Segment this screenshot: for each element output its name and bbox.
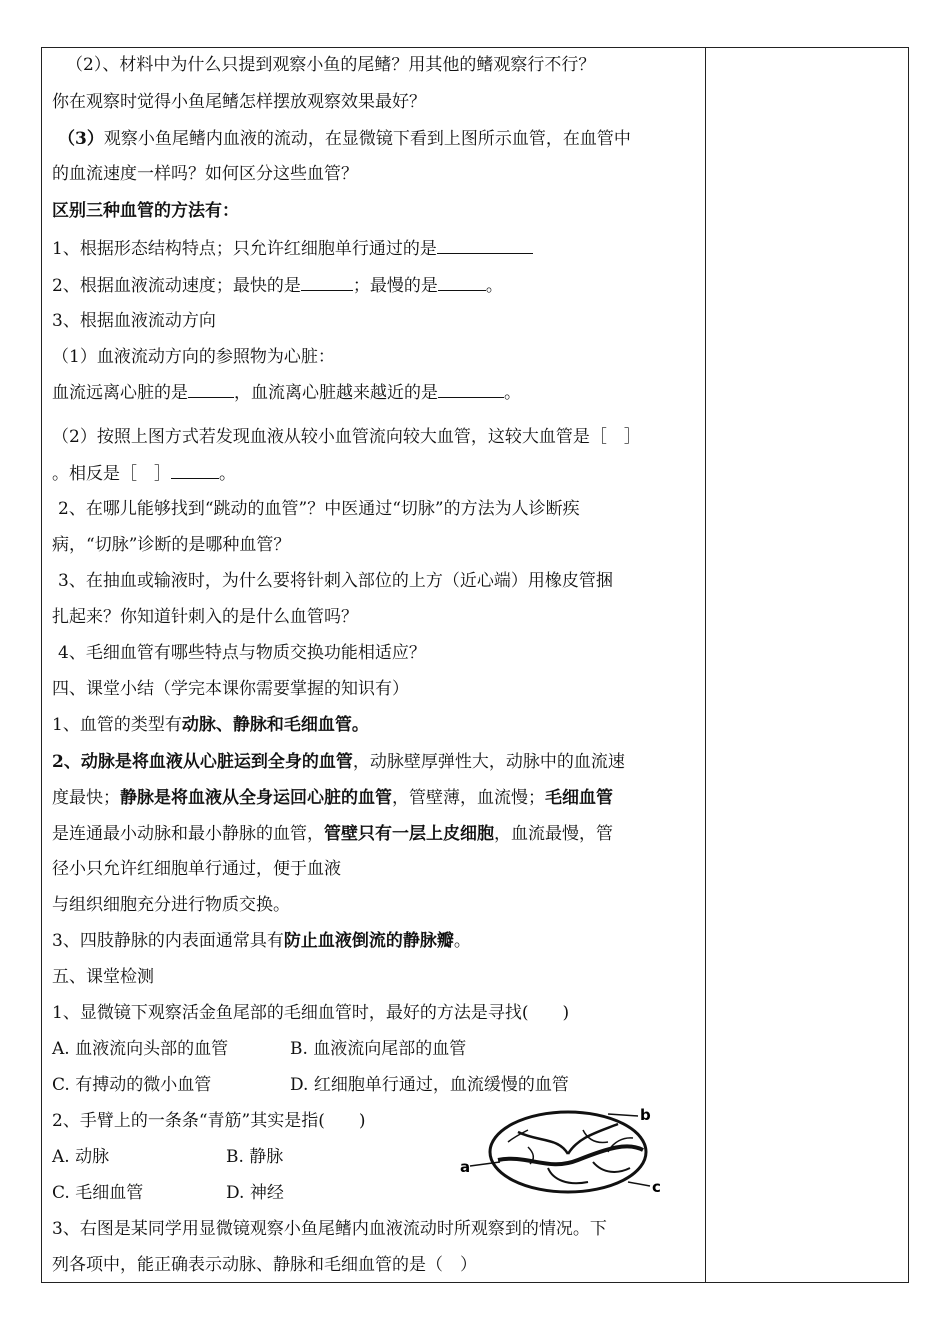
method-3: 3、根据血液流动方向 — [52, 311, 216, 331]
question-3-number: （3） — [58, 129, 104, 149]
text-bold: 管壁只有一层上皮细胞 — [324, 824, 494, 844]
test-question-3-line-2: 列各项中，能正确表示动脉、静脉和毛细血管的是（ ） — [52, 1255, 477, 1275]
text: 3、四肢静脉的内表面通常具有 — [52, 931, 284, 951]
text: 。 — [453, 931, 471, 951]
method-2-text-c: 。 — [485, 276, 503, 296]
question-3-text: 观察小鱼尾鳍内血液的流动，在显微镜下看到上图所示血管，在血管中 — [103, 129, 631, 149]
test-q1-option-a[interactable]: A. 血液流向头部的血管 — [52, 1039, 229, 1059]
test-question-3-line-1: 3、右图是某同学用显微镜观察小鱼尾鳍内血液流动时所观察到的情况。下 — [52, 1219, 607, 1239]
method-3-sub-2-cont — [52, 461, 236, 486]
test-question-1: 1、显微镜下观察活金鱼尾部的毛细血管时，最好的方法是寻找( ) — [52, 1003, 570, 1023]
summary-2-line-2 — [52, 786, 613, 810]
answer-blank[interactable] — [438, 273, 486, 291]
question-pulse-line-2: 病，“切脉”诊断的是哪种血管？ — [52, 535, 291, 555]
method-2-text-a: 2、根据血液流动速度；最快的是 — [52, 276, 301, 296]
answer-blank[interactable] — [437, 236, 533, 254]
table-frame — [41, 47, 909, 1283]
text-bold: 2、 — [52, 752, 81, 772]
answer-blank[interactable] — [188, 380, 234, 398]
vessel-branch — [548, 1168, 588, 1183]
question-tourniquet-line-2: 扎起来？你知道针刺入的是什么血管吗？ — [52, 607, 358, 627]
summary-2-line-3 — [52, 822, 613, 846]
question-tourniquet-line-1: 3、在抽血或输液时，为什么要将针刺入部位的上方（近心端）用橡皮管捆 — [58, 571, 613, 591]
question-2-line-1: （2）、材料中为什么只提到观察小鱼的尾鳍？用其他的鳍观察行不行？ — [66, 55, 596, 75]
text: 1、血管的类型有 — [52, 715, 182, 735]
leader-line-c — [628, 1182, 650, 1186]
method-2-text-b: ；最慢的是 — [352, 276, 438, 296]
answer-blank[interactable] — [438, 380, 504, 398]
vessel-branch — [593, 1162, 630, 1172]
method-1-text: 1、根据形态结构特点；只允许红细胞单行通过的是 — [52, 239, 437, 259]
summary-2-line-5: 与组织细胞充分进行物质交换。 — [52, 895, 290, 915]
method-3-sub-1: （1）血液流动方向的参照物为心脏： — [52, 347, 335, 367]
text: ，管壁薄，血流慢； — [392, 788, 545, 808]
summary-2-line-1 — [52, 750, 625, 774]
text: ，动脉壁厚弹性大，动脉中的血流速 — [352, 752, 625, 772]
label-b: b — [640, 1106, 651, 1124]
section-heading-summary: 四、课堂小结（学完本课你需要掌握的知识有） — [52, 679, 409, 699]
vessel-branch — [518, 1132, 568, 1154]
text: 度最快； — [52, 788, 120, 808]
text: 是连通最小动脉和最小静脉的血管， — [52, 824, 324, 844]
test-question-2: 2、手臂上的一条条“青筋”其实是指( ) — [52, 1111, 366, 1131]
test-q1-option-b[interactable]: B. 血液流向尾部的血管 — [290, 1039, 467, 1059]
test-q2-option-b[interactable]: B. 静脉 — [226, 1147, 284, 1167]
label-a: a — [460, 1158, 471, 1176]
question-3-line-2: 的血流速度一样吗？如何区分这些血管？ — [52, 164, 358, 184]
method-2 — [52, 273, 503, 298]
text: ，血流离心脏越来越近的是 — [234, 383, 438, 403]
summary-1 — [52, 713, 369, 737]
method-3-sub-1-answer — [52, 380, 521, 405]
column-divider — [705, 47, 706, 1283]
section-heading-methods: 区别三种血管的方法有： — [52, 201, 239, 221]
text: 。相反是［ ］ — [52, 464, 171, 484]
leader-line-b — [608, 1114, 638, 1116]
section-heading-test: 五、课堂检测 — [52, 967, 154, 987]
test-q2-option-a[interactable]: A. 动脉 — [52, 1147, 110, 1167]
question-3-line-1 — [58, 127, 631, 151]
test-q1-option-d[interactable]: D. 红细胞单行通过，血流缓慢的血管 — [290, 1075, 569, 1095]
text-bold: 防止血液倒流的静脉瓣 — [283, 931, 454, 951]
label-c: c — [652, 1178, 661, 1196]
text: 。 — [219, 464, 236, 484]
text: ，血流最慢，管 — [494, 824, 613, 844]
text: 。 — [504, 383, 521, 403]
method-3-sub-2: （2）按照上图方式若发现血液从较小血管流向较大血管，这较大血管是［ ］ — [52, 427, 641, 447]
question-capillary: 4、毛细血管有哪些特点与物质交换功能相适应？ — [58, 643, 426, 663]
question-2-line-2: 你在观察时觉得小鱼尾鳍怎样摆放观察效果最好？ — [52, 92, 426, 112]
test-q1-option-c[interactable]: C. 有搏动的微小血管 — [52, 1075, 212, 1095]
test-q2-option-d[interactable]: D. 神经 — [226, 1183, 284, 1203]
text: 血流远离心脏的是 — [52, 383, 188, 403]
question-pulse-line-1: 2、在哪儿能够找到“跳动的血管”？中医通过“切脉”的方法为人诊断疾 — [58, 499, 580, 519]
summary-2-line-4: 径小只允许红细胞单行通过，便于血液 — [52, 859, 341, 879]
text-bold: 静脉是将血液从全身运回心脏的血管 — [120, 788, 392, 808]
text-bold: 动脉、静脉和毛细血管。 — [181, 715, 369, 735]
test-q2-option-c[interactable]: C. 毛细血管 — [52, 1183, 144, 1203]
text-bold: 毛细血管 — [545, 788, 613, 808]
text-bold: 动脉是将血液从心脏运到全身的血管 — [80, 752, 353, 772]
answer-blank[interactable] — [301, 273, 353, 291]
method-1 — [52, 236, 533, 261]
blood-vessel-figure — [458, 1102, 678, 1202]
summary-3 — [52, 929, 471, 953]
answer-blank[interactable] — [171, 461, 219, 479]
